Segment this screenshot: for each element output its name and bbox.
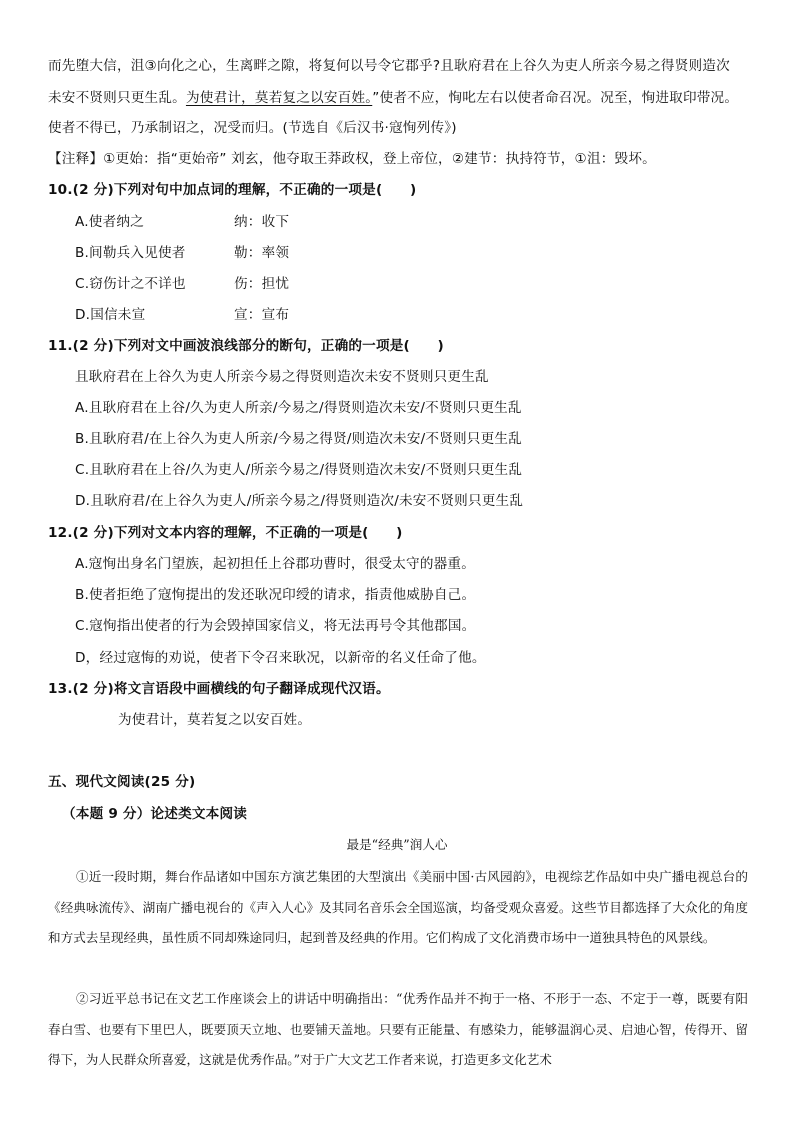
q10-option-a-text: A.使者纳之	[75, 214, 144, 230]
q10-option-a-gloss: 纳：收下	[234, 214, 290, 230]
q10-option-d-gloss: 宣：宣布	[234, 307, 290, 323]
q11-option-d: D.且耿府君/在上谷久为吏人/所亲今易之/得贤则造次/未安不贤则只更生乱	[75, 493, 524, 509]
passage-line-3: 使者不得已，乃承制诏之，况受而归。(节选自《后汉书·寇恂列传》)	[48, 120, 457, 136]
q10-option-c	[75, 274, 289, 294]
q10-option-c-gloss: 伤：担忧	[234, 276, 290, 292]
q12-option-b: B.使者拒绝了寇恂提出的发还耿况印绶的请求，指责他威胁自己。	[75, 587, 476, 603]
passage-line-2-rest: ”使者不应，恂叱左右以使者命召况。况至，恂进取印带况。	[372, 90, 739, 106]
passage-line-1: 而先堕大信，沮③向化之心，生离畔之隙，将复何以号令它郡乎?且耿府君在上谷久为吏人所亲今易之得贤则造次	[48, 58, 730, 74]
essay-title: 最是“经典”润人心	[346, 837, 448, 852]
question-13-stem: 13.(2 分)将文言语段中画横线的句子翻译成现代汉语。	[48, 681, 390, 697]
q10-option-b	[75, 243, 289, 263]
passage-notes: 【注释】①更始：指“更始帝” 刘玄，他夺取王莽政权，登上帝位，②建节：执持符节，①沮：毁坏。	[48, 151, 656, 167]
q11-option-c: C.且耿府君在上谷/久为吏人/所亲今易之/得贤则造次未安/不贤则只更生乱	[75, 462, 523, 478]
q12-option-a: A.寇恂出身名门望族，起初担任上谷郡功曹时，很受太守的器重。	[75, 556, 476, 572]
q10-option-b-gloss: 勒：率领	[234, 245, 290, 261]
section-5-subheading: （本题 9 分）论述类文本阅读	[62, 806, 248, 822]
essay-paragraph-2: ②习近平总书记在文艺工作座谈会上的讲话中明确指出：“优秀作品并不拘于一格、不形于一态、不定于一尊，既要有阳春白雪、也要有下里巴人，既要顶天立地、也要铺天盖地。只要有正能量、有感染力，能够温润心灵、启迪心智，传得开、留得下，为人民群众所喜爱，这就是优秀作品。”对于广大文艺工作者来说，打造更多文化艺术	[48, 991, 748, 1067]
question-11-stem: 11.(2 分)下列对文中画波浪线部分的断句，正确的一项是( )	[48, 338, 444, 354]
q10-option-c-text: C.窃伤计之不详也	[75, 276, 186, 292]
question-10-stem: 10.(2 分)下列对句中加点词的理解，不正确的一项是( )	[48, 182, 417, 198]
q12-option-c: C.寇恂指出使者的行为会毁掉国家信义，将无法再号令其他郡国。	[75, 618, 476, 634]
q10-option-d-text: D.国信未宣	[75, 307, 146, 323]
q11-option-a: A.且耿府君在上谷/久为吏人所亲/今易之/得贤则造次未安/不贤则只更生乱	[75, 400, 522, 416]
q10-option-b-text: B.间勒兵入见使者	[75, 245, 186, 261]
question-12-stem: 12.(2 分)下列对文本内容的理解，不正确的一项是( )	[48, 525, 403, 541]
q11-option-b: B.且耿府君/在上谷久为吏人所亲/今易之得贤/则造次未安/不贤则只更生乱	[75, 431, 522, 447]
q10-option-d	[75, 305, 289, 325]
section-5-heading: 五、现代文阅读(25 分)	[48, 774, 196, 790]
q10-option-a	[75, 212, 289, 232]
q11-sentence: 且耿府君在上谷久为吏人所亲今易之得贤则造次未安不贤则只更生乱	[75, 369, 489, 385]
passage-line-2	[48, 88, 738, 108]
passage-line-2-plain: 未安不贤则只更生乱。	[48, 90, 186, 106]
essay-paragraph-1: ①近一段时期，舞台作品诸如中国东方演艺集团的大型演出《美丽中国·古风园韵》，电视综艺作品如中央广播电视总台的《经典咏流传》、湖南广播电视台的《声入人心》及其同名音乐会全国巡演，均备受观众喜爱。这些节目都选择了大众化的角度和方式去呈现经典，虽性质不同却殊途同归，起到普及经典的作用。它们构成了文化消费市场中一道独具特色的风景线。	[48, 869, 748, 945]
q13-sentence: 为使君计，莫若复之以安百姓。	[118, 712, 312, 728]
underlined-sentence: 为使君计，莫若复之以安百姓。	[185, 90, 373, 106]
q12-option-d: D，经过寇悔的劝说，使者下令召来耿况，以新帝的名义任命了他。	[75, 650, 486, 666]
